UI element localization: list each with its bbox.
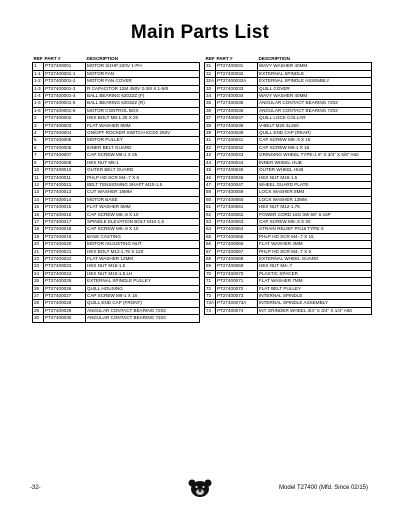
ref-cell: 1-1 <box>33 70 44 77</box>
table-row <box>33 181 200 188</box>
parts-table-left <box>32 56 200 323</box>
ref-cell: 4 <box>33 130 44 137</box>
part-number-cell: PT27400001-5 <box>44 100 86 107</box>
ref-cell: 74 <box>205 307 216 314</box>
description-cell: MOTOR CONTROL BOX <box>86 107 200 114</box>
ref-cell: 3 <box>33 122 44 129</box>
description-cell: BALL BEARING 6203ZZ (R) <box>86 100 200 107</box>
table-row <box>33 174 200 181</box>
table-row <box>33 315 200 322</box>
part-number-cell: PT27400023 <box>44 263 86 270</box>
ref-cell: 21 <box>33 248 44 255</box>
table-row <box>205 307 372 314</box>
ref-cell: 45 <box>205 167 216 174</box>
ref-cell: 5 <box>33 137 44 144</box>
ref-cell: 19 <box>33 233 44 240</box>
ref-cell: 11 <box>33 174 44 181</box>
description-cell: MOTOR FAN <box>86 70 200 77</box>
header-description: DESCRIPTION <box>86 56 200 63</box>
ref-cell: 26 <box>33 285 44 292</box>
page-title: Main Parts List <box>130 22 270 43</box>
part-number-cell: PT27400003 <box>44 122 86 129</box>
ref-cell: 60 <box>205 196 216 203</box>
parts-table-right-body <box>205 63 372 315</box>
table-row <box>33 152 200 159</box>
ref-cell: 25 <box>33 278 44 285</box>
description-cell: MOTOR 3/4HP 220V 1-PH <box>86 63 200 70</box>
part-number-cell: PT27400034 <box>216 93 258 100</box>
ref-cell: 18 <box>33 226 44 233</box>
table-row <box>33 218 200 225</box>
description-cell: HEX BOLT M12-1.75 X 120 <box>86 248 200 255</box>
header-ref: REF <box>205 56 215 61</box>
table-row <box>205 144 372 151</box>
ref-cell: 71 <box>205 278 216 285</box>
table-row <box>205 107 372 114</box>
table-row <box>205 167 372 174</box>
table-row <box>205 159 372 166</box>
description-cell: BASE CASTING <box>86 233 200 240</box>
part-number-cell: PT27400014 <box>44 196 86 203</box>
table-row <box>33 115 200 122</box>
description-cell: OUTER WHEEL HUB <box>258 167 372 174</box>
part-number-cell: PT27400019 <box>44 233 86 240</box>
ref-cell: 1-5 <box>33 100 44 107</box>
part-number-cell: PT27400036 <box>216 107 258 114</box>
part-number-cell: PT27400038 <box>216 122 258 129</box>
table-row <box>205 189 372 196</box>
table-row <box>33 263 200 270</box>
part-number-cell: PT27400012 <box>44 181 86 188</box>
ref-cell: 34 <box>205 93 216 100</box>
page-number: -32- <box>30 485 41 491</box>
ref-cell: 15 <box>33 204 44 211</box>
table-row <box>205 137 372 144</box>
description-cell: ANGULAR CONTACT BEARING 7203 <box>86 307 200 314</box>
description-cell: ANGULAR CONTACT BEARING 7203 <box>258 107 372 114</box>
description-cell: CAP SCREW M6-1 X 16 <box>86 293 200 300</box>
table-row <box>33 159 200 166</box>
ref-cell: 20 <box>33 241 44 248</box>
description-cell: EXTERNAL SPINDLE PULLEY <box>86 278 200 285</box>
part-number-cell: PT27400071 <box>216 278 258 285</box>
table-row <box>33 137 200 144</box>
part-number-cell: PT27400062 <box>216 211 258 218</box>
ref-cell: 47 <box>205 181 216 188</box>
description-cell: CAP SCREW M5-.8 X 10 <box>86 211 200 218</box>
ref-cell: 72 <box>205 285 216 292</box>
description-cell: HEX NUT M16-1.5 <box>86 263 200 270</box>
ref-cell: 61 <box>205 204 216 211</box>
description-cell: ON/OFF ROCKER SWITCH KCD2 250V <box>86 130 200 137</box>
table-row <box>33 300 200 307</box>
table-row <box>33 70 200 77</box>
table-row <box>205 63 372 70</box>
ref-cell: 36 <box>205 107 216 114</box>
table-row <box>205 93 372 100</box>
part-number-cell: PT27400022 <box>44 255 86 262</box>
part-number-cell: PT27400045 <box>216 167 258 174</box>
table-row <box>205 293 372 300</box>
table-row <box>33 293 200 300</box>
ref-cell: 43 <box>205 152 216 159</box>
table-row <box>205 241 372 248</box>
table-row <box>205 152 372 159</box>
description-cell: FLAT WASHER 4MM <box>258 241 372 248</box>
ref-cell: 16 <box>33 211 44 218</box>
table-row <box>205 226 372 233</box>
part-number-cell: PT27400044 <box>216 159 258 166</box>
ref-cell: 69 <box>205 263 216 270</box>
part-number-cell: PT27400008 <box>44 159 86 166</box>
table-row <box>33 211 200 218</box>
description-cell: ANGULAR CONTACT BEARING 7203 <box>258 100 372 107</box>
part-number-cell: PT27400001-2 <box>44 78 86 85</box>
ref-cell: 31 <box>205 63 216 70</box>
part-number-cell: PT27400028 <box>44 300 86 307</box>
description-cell: QUILL LOCK COLLAR <box>258 115 372 122</box>
ref-cell: 41 <box>205 137 216 144</box>
description-cell: MOTOR BASE <box>86 196 200 203</box>
description-cell: PLASTIC SPACER <box>258 270 372 277</box>
table-row <box>205 255 372 262</box>
part-number-cell: PT27400010 <box>44 167 86 174</box>
part-number-cell: PT27400068 <box>216 255 258 262</box>
table-row <box>205 233 372 240</box>
ref-cell: 35 <box>205 100 216 107</box>
description-cell: CAP SCREW M6-1 X 25 <box>86 152 200 159</box>
part-number-cell: PT27400066 <box>216 241 258 248</box>
ref-cell: 6 <box>33 144 44 151</box>
description-cell: LOCK WASHER 8MM <box>258 189 372 196</box>
ref-cell: 38 <box>205 122 216 129</box>
description-cell: CAP SCREW M5-.8 X 10 <box>86 226 200 233</box>
part-number-cell: PT27400024 <box>44 270 86 277</box>
part-number-cell: PT27400007 <box>44 152 86 159</box>
table-row <box>205 218 372 225</box>
description-cell: HEX NUT M4-.7 <box>258 263 372 270</box>
ref-cell: 46 <box>205 174 216 181</box>
part-number-cell: PT27400002 <box>44 115 86 122</box>
description-cell: EXTERNAL WHEEL GUARD <box>258 255 372 262</box>
description-cell: BALL BEARING 6202ZZ (F) <box>86 93 200 100</box>
description-cell: R CAPACITOR 12M 450V 2-3/8 X 1-5/8 <box>86 85 200 92</box>
ref-cell: 10 <box>33 167 44 174</box>
table-row <box>205 300 372 307</box>
part-number-cell: PT27400073 <box>216 293 258 300</box>
description-cell: EXTERNAL SPINDLE <box>258 70 372 77</box>
table-row <box>33 204 200 211</box>
ref-cell: 39 <box>205 130 216 137</box>
table-row <box>33 85 200 92</box>
description-cell: INNER BELT GUARD <box>86 144 200 151</box>
table-row <box>33 226 200 233</box>
description-cell: MOTOR FAN COVER <box>86 78 200 85</box>
ref-cell: 1-2 <box>33 78 44 85</box>
description-cell: INTERNAL SPINDLE <box>258 293 372 300</box>
ref-cell: 24 <box>33 270 44 277</box>
description-cell: HEX BOLT M8-1.25 X 20 <box>86 115 200 122</box>
table-row <box>205 85 372 92</box>
ref-cell: 42 <box>205 144 216 151</box>
description-cell: MOTOR PULLEY <box>86 137 200 144</box>
description-cell: WHEEL GUARD PLATE <box>258 181 372 188</box>
part-number-cell: PT27400001-3 <box>44 85 86 92</box>
model-label: Model T27400 (Mfd. Since 02/15) <box>279 485 368 491</box>
part-number-cell: PT27400041 <box>216 137 258 144</box>
table-row <box>205 100 372 107</box>
description-cell: PHLP HD SCR M4-.7 X 6 <box>258 248 372 255</box>
part-number-cell: PT27400031 <box>216 63 258 70</box>
description-cell: WAVY WASHER 40MM <box>258 63 372 70</box>
table-row <box>33 270 200 277</box>
part-number-cell: PT27400063 <box>216 218 258 225</box>
ref-cell: 14 <box>33 196 44 203</box>
description-cell: HEX NUT M12-1.75 <box>258 204 372 211</box>
ref-cell: 1-3 <box>33 85 44 92</box>
ref-cell: 70 <box>205 270 216 277</box>
description-cell: PHLP HD SCR M4-.7 X 6 <box>86 174 200 181</box>
ref-cell: 32A <box>206 78 215 84</box>
bear-logo-icon <box>187 478 213 498</box>
part-number-cell: PT27400043 <box>216 152 258 159</box>
description-cell: HEX NUT M10-1.5 LH <box>86 270 200 277</box>
part-number-cell: PT27400001-1 <box>44 70 86 77</box>
parts-table-right <box>204 56 372 315</box>
description-cell: HEX NUT M16-1.5 <box>258 174 372 181</box>
table-row <box>33 63 200 70</box>
table-row <box>33 107 200 114</box>
part-number-cell: PT27400026 <box>44 285 86 292</box>
table-row <box>33 233 200 240</box>
table-header-row <box>205 56 372 63</box>
table-row <box>33 241 200 248</box>
part-number-cell: PT27400030 <box>44 315 86 322</box>
description-cell: FLAT WASHER 5MM <box>86 204 200 211</box>
table-row <box>205 278 372 285</box>
parts-table-left-body <box>33 63 200 322</box>
ref-cell: 1 <box>33 63 44 70</box>
table-row <box>33 307 200 314</box>
part-number-cell: PT27400073A <box>216 300 258 307</box>
ref-cell: 1-6 <box>33 107 44 114</box>
table-row <box>33 78 200 85</box>
header-ref: REF <box>33 56 43 61</box>
part-number-cell: PT27400025 <box>44 278 86 285</box>
description-cell: EXTERNAL SPINDLE ASSEMBLY <box>258 78 372 85</box>
part-number-cell: PT27400032A <box>216 78 258 85</box>
part-number-cell: PT27400033 <box>216 85 258 92</box>
ref-cell: 64 <box>205 226 216 233</box>
part-number-cell: PT27400017 <box>44 218 86 225</box>
description-cell: OUTER BELT GUARD <box>86 167 200 174</box>
header-description: DESCRIPTION <box>258 56 372 63</box>
ref-cell: 62 <box>205 211 216 218</box>
part-number-cell: PT27400035 <box>216 100 258 107</box>
part-number-cell: PT27400061 <box>216 204 258 211</box>
ref-cell: 73 <box>205 293 216 300</box>
part-number-cell: PT27400039 <box>216 130 258 137</box>
part-number-cell: PT27400001-4 <box>44 93 86 100</box>
part-number-cell: PT27400074 <box>216 307 258 314</box>
table-row <box>205 122 372 129</box>
part-number-cell: PT27400072 <box>216 285 258 292</box>
ref-cell: 12 <box>33 181 44 188</box>
table-row <box>33 122 200 129</box>
description-cell: INNER WHEEL HUB <box>258 159 372 166</box>
table-row <box>205 130 372 137</box>
table-row <box>205 196 372 203</box>
table-row <box>33 285 200 292</box>
table-row <box>205 115 372 122</box>
table-row <box>205 285 372 292</box>
part-number-cell: PT27400032 <box>216 70 258 77</box>
description-cell: CAP SCREW M5-.8 X 16 <box>258 137 372 144</box>
description-cell: GRINDING WHEEL TYPE-1 6" X 3/4" X 5/8" A60 <box>258 152 372 159</box>
table-row <box>33 130 200 137</box>
part-number-cell: PT27400006 <box>44 144 86 151</box>
description-cell: CAP SCREW M5-.8 X 20 <box>258 218 372 225</box>
ref-cell: 59 <box>205 189 216 196</box>
description-cell: MOTOR ADJUSTING NUT <box>86 241 200 248</box>
part-number-cell: PT27400042 <box>216 144 258 151</box>
description-cell: FLAT WASHER 8MM <box>86 122 200 129</box>
part-number-cell: PT27400064 <box>216 226 258 233</box>
table-row <box>205 270 372 277</box>
ref-cell: 22 <box>33 255 44 262</box>
description-cell: QUILL END CAP (REAR) <box>258 130 372 137</box>
ref-cell: 17 <box>33 218 44 225</box>
header-part: PART # <box>44 56 86 63</box>
table-row <box>33 189 200 196</box>
part-number-cell: PT27400046 <box>216 174 258 181</box>
ref-cell: 27 <box>33 293 44 300</box>
table-row <box>205 211 372 218</box>
description-cell: STRAIN RELIEF PG16 TYPE-3 <box>258 226 372 233</box>
part-number-cell: PT27400001 <box>44 63 86 70</box>
part-number-cell: PT27400013 <box>44 189 86 196</box>
ref-cell: 66 <box>205 241 216 248</box>
table-row <box>33 100 200 107</box>
ref-cell: 8 <box>33 159 44 166</box>
ref-cell: 2 <box>33 115 44 122</box>
table-row <box>33 93 200 100</box>
table-row <box>205 174 372 181</box>
part-number-cell: PT27400001-6 <box>44 107 86 114</box>
part-number-cell: PT27400067 <box>216 248 258 255</box>
description-cell: INTERNAL SPINDLE ASSEMBLY <box>258 300 372 307</box>
description-cell: CUT WASHER 18MM <box>86 189 200 196</box>
table-row <box>33 196 200 203</box>
description-cell: WAVY WASHER 40MM <box>258 93 372 100</box>
ref-cell: 7 <box>33 152 44 159</box>
part-number-cell: PT27400059 <box>216 189 258 196</box>
description-cell: SPINDLE ELEVATION BOLT M10-1.5 <box>86 218 200 225</box>
table-row <box>33 144 200 151</box>
part-number-cell: PT27400005 <box>44 137 86 144</box>
description-cell: FLAT BELT PULLEY <box>258 285 372 292</box>
ref-cell: 44 <box>205 159 216 166</box>
table-row <box>205 70 372 77</box>
part-number-cell: PT27400011 <box>44 174 86 181</box>
part-number-cell: PT27400004 <box>44 130 86 137</box>
ref-cell: 33 <box>205 85 216 92</box>
ref-cell: 65 <box>205 233 216 240</box>
ref-cell: 23 <box>33 263 44 270</box>
part-number-cell: PT27400047 <box>216 181 258 188</box>
part-number-cell: PT27400018 <box>44 226 86 233</box>
header-part: PART # <box>216 56 258 63</box>
table-row <box>205 248 372 255</box>
description-cell: HEX NUT M6-1 <box>86 159 200 166</box>
ref-cell: 73A <box>206 300 215 306</box>
ref-cell: 29 <box>33 307 44 314</box>
ref-cell: 13 <box>33 189 44 196</box>
part-number-cell: PT27400070 <box>216 270 258 277</box>
ref-cell: 1-4 <box>33 93 44 100</box>
table-row <box>205 181 372 188</box>
part-number-cell: PT27400027 <box>44 293 86 300</box>
table-row <box>33 248 200 255</box>
description-cell: ANGULAR CONTACT BEARING 7203 <box>86 315 200 322</box>
ref-cell: 28 <box>33 300 44 307</box>
description-cell: QUILL HOUSING <box>86 285 200 292</box>
table-row <box>205 204 372 211</box>
table-row <box>33 167 200 174</box>
part-number-cell: PT27400037 <box>216 115 258 122</box>
part-number-cell: PT27400069 <box>216 263 258 270</box>
ref-cell: 67 <box>205 248 216 255</box>
description-cell: POWER CORD 16G 3W 66" 6-15P <box>258 211 372 218</box>
part-number-cell: PT27400016 <box>44 211 86 218</box>
description-cell: QUILL END CAP (FRONT) <box>86 300 200 307</box>
part-number-cell: PT27400015 <box>44 204 86 211</box>
ref-cell: 30 <box>33 315 44 322</box>
description-cell: PHLP HD SCR M4-.7 X 15 <box>258 233 372 240</box>
ref-cell: 37 <box>205 115 216 122</box>
part-number-cell: PT27400060 <box>216 196 258 203</box>
part-number-cell: PT27400065 <box>216 233 258 240</box>
description-cell: V-BELT M26 3L260 <box>258 122 372 129</box>
description-cell: QUILL COVER <box>258 85 372 92</box>
part-number-cell: PT27400029 <box>44 307 86 314</box>
ref-cell: 68 <box>205 255 216 262</box>
table-row <box>33 278 200 285</box>
part-number-cell: PT27400020 <box>44 241 86 248</box>
description-cell: FLAT WASHER 7MM <box>258 278 372 285</box>
description-cell: FLAT WASHER 12MM <box>86 255 200 262</box>
ref-cell: 32 <box>205 70 216 77</box>
description-cell: LOCK WASHER 12MM <box>258 196 372 203</box>
part-number-cell: PT27400021 <box>44 248 86 255</box>
description-cell: BELT TENSIONING SHAFT M10-1.5 <box>86 181 200 188</box>
table-row <box>33 255 200 262</box>
table-header-row <box>33 56 200 63</box>
description-cell: CAP SCREW M6-1 X 16 <box>258 144 372 151</box>
table-row <box>205 78 372 85</box>
table-row <box>205 263 372 270</box>
description-cell: INT GRINDER WHEEL 3/4" X 3/4" X 1/4" A60 <box>258 307 372 314</box>
ref-cell: 63 <box>205 218 216 225</box>
